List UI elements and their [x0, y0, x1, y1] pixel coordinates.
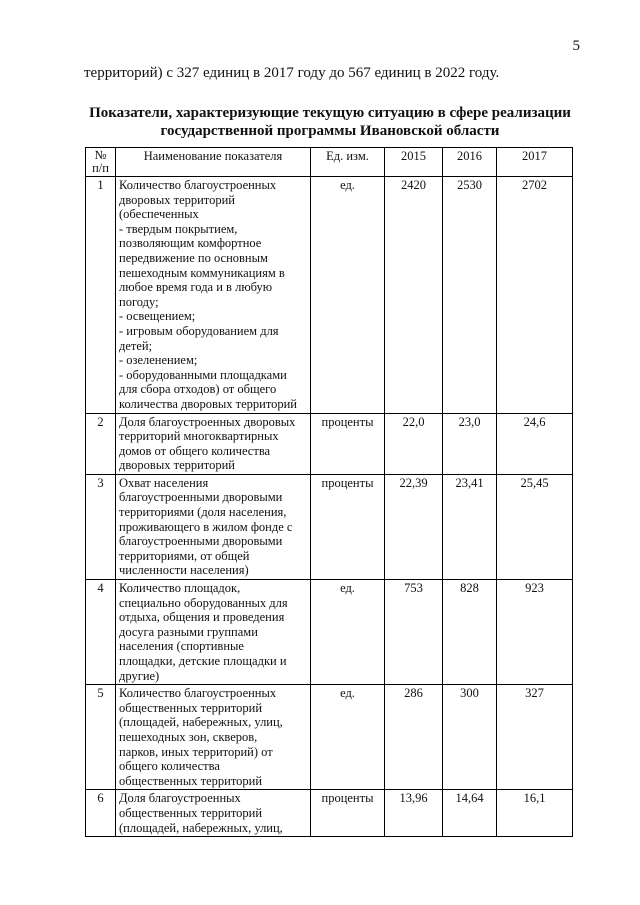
- value-2015: 2420: [385, 177, 443, 414]
- indicator-name: Количество благоустроенных общественных территорий (площадей, набережных, улиц, пешеходных зон, скверов, парков, иных территорий) от общего количества общественных территорий: [116, 685, 311, 790]
- table-row: [86, 413, 573, 474]
- header-year-2016: 2016: [443, 148, 497, 177]
- value-2017: 923: [497, 580, 573, 685]
- value-2016: 23,41: [443, 474, 497, 579]
- intro-text: территорий) с 327 единиц в 2017 году до 567 единиц в 2022 году.: [84, 65, 500, 81]
- value-2017: 16,1: [497, 790, 573, 837]
- header-indicator-name: Наименование показателя: [116, 148, 311, 177]
- unit-cell: ед.: [311, 177, 385, 414]
- page-number: 5: [572, 38, 580, 54]
- row-number: 5: [86, 685, 116, 790]
- unit-cell: проценты: [311, 474, 385, 579]
- unit-cell: ед.: [311, 685, 385, 790]
- indicators-table: [85, 147, 573, 837]
- value-2016: 2530: [443, 177, 497, 414]
- header-unit: Ед. изм.: [311, 148, 385, 177]
- section-heading: Показатели, характеризующие текущую ситуацию в сфере реализации государственной программы Ивановской области: [89, 105, 571, 139]
- table-row: [86, 177, 573, 414]
- indicator-name: Количество площадок, специально оборудованных для отдыха, общения и проведения досуга разными группами населения (спортивные площадки, детские площадки и другие): [116, 580, 311, 685]
- value-2015: 753: [385, 580, 443, 685]
- table-row: [86, 580, 573, 685]
- indicator-name: Доля благоустроенных дворовых территорий многоквартирных домов от общего количества дворовых территорий: [116, 413, 311, 474]
- row-number: 4: [86, 580, 116, 685]
- header-year-2017: 2017: [497, 148, 573, 177]
- table-row: [86, 685, 573, 790]
- unit-cell: проценты: [311, 413, 385, 474]
- row-number: 2: [86, 413, 116, 474]
- indicator-name: Доля благоустроенных общественных территорий (площадей, набережных, улиц,: [116, 790, 311, 837]
- value-2016: 23,0: [443, 413, 497, 474]
- value-2017: 25,45: [497, 474, 573, 579]
- value-2016: 300: [443, 685, 497, 790]
- value-2016: 828: [443, 580, 497, 685]
- table-row: [86, 790, 573, 837]
- table-row: [86, 474, 573, 579]
- table-header-row: [86, 148, 573, 177]
- indicator-name: Охват населения благоустроенными дворовыми территориями (доля населения, проживающего в жилом фонде с благоустроенными дворовыми территориями, от общей численности населения): [116, 474, 311, 579]
- value-2015: 286: [385, 685, 443, 790]
- value-2015: 22,0: [385, 413, 443, 474]
- row-number: 3: [86, 474, 116, 579]
- value-2015: 13,96: [385, 790, 443, 837]
- row-number: 1: [86, 177, 116, 414]
- value-2016: 14,64: [443, 790, 497, 837]
- value-2017: 24,6: [497, 413, 573, 474]
- unit-cell: проценты: [311, 790, 385, 837]
- value-2015: 22,39: [385, 474, 443, 579]
- indicator-name: Количество благоустроенных дворовых территорий (обеспеченных - твердым покрытием, позволяющим комфортное передвижение по основным пешеходным коммуникациям в любое время года и в любую погоду; - освещением; - игровым оборудованием для детей; - озеленением; - оборудованными площадками для сбора отходов) от общего количества дворовых территорий: [116, 177, 311, 414]
- header-year-2015: 2015: [385, 148, 443, 177]
- value-2017: 327: [497, 685, 573, 790]
- unit-cell: ед.: [311, 580, 385, 685]
- row-number: 6: [86, 790, 116, 837]
- value-2017: 2702: [497, 177, 573, 414]
- header-number: № п/п: [86, 148, 116, 177]
